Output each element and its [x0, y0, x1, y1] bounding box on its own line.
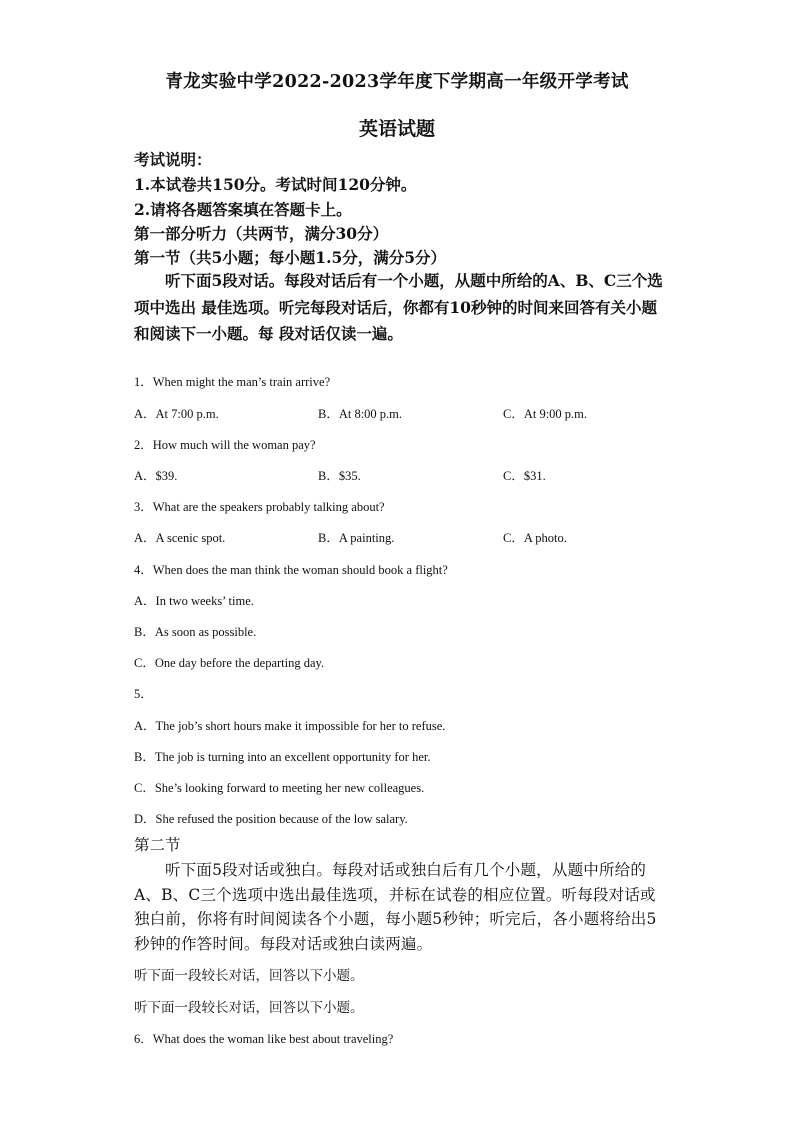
question-1-stem: 1．When might the man’s train arrive? — [134, 375, 331, 389]
section2-intro: 听下面5段对话或独白。每段对话或独白后有几个小题，从题中所给的A、B、C三个选项中选出最佳选项，并标在试卷的相应位置。听每段对话或独白前，你将有时间阅读各个小题，每小题5秒钟；听完后，各小题将给出5秒钟的作答时间。每段对话或独白读两遍。 — [134, 861, 657, 953]
question-1-option-c: C．At 9:00 p.m. — [503, 407, 588, 421]
question-2-stem: 2．How much will the woman pay? — [134, 438, 316, 452]
question-2-option-a: A．$39. — [134, 469, 178, 483]
instruction-item-1: 1.本试卷共150分。考试时间120分钟。 — [134, 175, 417, 194]
question-5-option-c: C．She’s looking forward to meeting her new colleagues. — [134, 781, 425, 795]
instructions-heading: 考试说明： — [134, 150, 212, 169]
listening-note-1: 听下面一段较长对话，回答以下小题。 — [134, 968, 364, 984]
question-3-option-b: B．A painting. — [318, 531, 395, 545]
question-4-option-a: A．In two weeks’ time. — [134, 594, 254, 608]
question-5-option-a: A．The job’s short hours make it impossible for her to refuse. — [134, 719, 446, 733]
question-4-option-b: B．As soon as possible. — [134, 625, 257, 639]
question-5-stem: 5． — [134, 687, 153, 701]
listening-note-2: 听下面一段较长对话，回答以下小题。 — [134, 1000, 364, 1016]
section1-heading: 第一节（共5小题；每小题1.5分，满分5分） — [134, 248, 447, 267]
section2-heading: 第二节 — [134, 836, 181, 854]
section1-intro: 听下面5段对话。每段对话后有一个小题，从题中所给的A、B、C三个选项中选出 最佳选项。听完每段对话后，你都有10秒钟的时间来回答有关小题和阅读下一小题。每 段对话仅读一遍。 — [134, 271, 663, 343]
question-4-stem: 4．When does the man think the woman should book a flight? — [134, 563, 448, 577]
question-5-option-d: D．She refused the position because of the low salary. — [134, 812, 408, 826]
question-5-option-b: B．The job is turning into an excellent opportunity for her. — [134, 750, 431, 764]
question-3-option-c: C．A photo. — [503, 531, 567, 545]
question-1-option-a: A．At 7:00 p.m. — [134, 407, 219, 421]
question-1-option-b: B．At 8:00 p.m. — [318, 407, 403, 421]
exam-subtitle: 英语试题 — [358, 118, 435, 140]
question-6-stem: 6．What does the woman like best about traveling? — [134, 1032, 394, 1046]
instruction-item-2: 2.请将各题答案填在答题卡上。 — [134, 200, 352, 219]
question-3-stem: 3．What are the speakers probably talking about? — [134, 500, 385, 514]
question-2-option-c: C．$31. — [503, 469, 546, 483]
question-2-option-b: B．$35. — [318, 469, 361, 483]
part1-heading: 第一部分听力（共两节，满分30分） — [134, 224, 389, 243]
question-3-option-a: A．A scenic spot. — [134, 531, 226, 545]
exam-title: 青龙实验中学2022-2023学年度下学期高一年级开学考试 — [165, 72, 629, 92]
question-4-option-c: C．One day before the departing day. — [134, 656, 325, 670]
